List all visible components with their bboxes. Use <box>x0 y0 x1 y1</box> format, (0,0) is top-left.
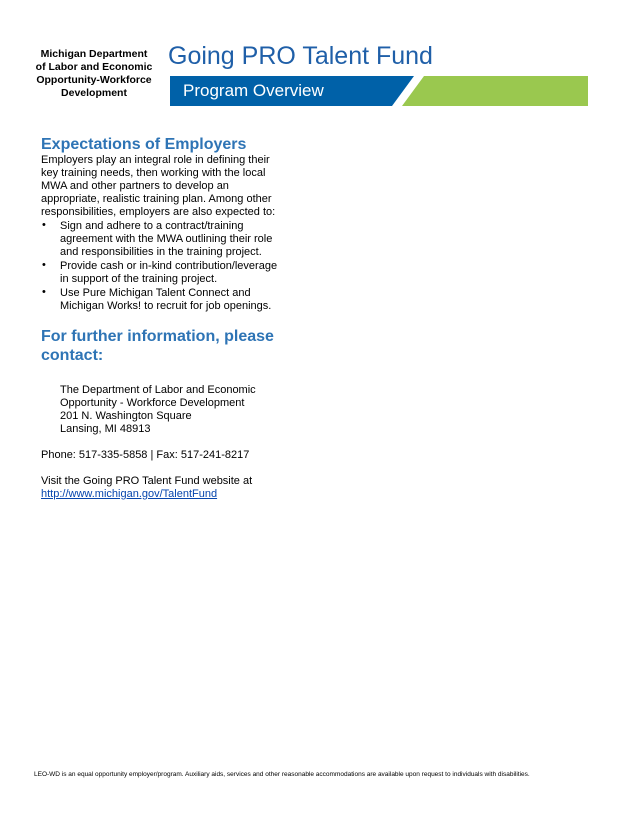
text-line: appropriate, realistic training plan. Among other <box>41 193 272 205</box>
section-heading: Expectations of Employers <box>41 136 247 153</box>
phone-fax: Phone: 517-335-5858 | Fax: 517-241-8217 <box>41 449 250 461</box>
bullet-icon: • <box>42 219 46 231</box>
bullet-icon: • <box>42 259 46 271</box>
org-line: Opportunity-Workforce <box>36 74 152 86</box>
address-line: The Department of Labor and Economic <box>60 384 256 396</box>
org-line: of Labor and Economic <box>35 61 153 73</box>
bullet-line: Sign and adhere to a contract/training <box>60 220 244 232</box>
page-title: Going PRO Talent Fund <box>168 42 433 70</box>
text-line: responsibilities, employers are also expected to: <box>41 206 276 218</box>
address-line: Opportunity - Workforce Development <box>60 397 245 409</box>
contact-heading: For further information, please <box>41 328 274 345</box>
contact-heading: contact: <box>41 347 104 364</box>
text-line: Employers play an integral role in defining their <box>41 154 270 166</box>
visit-text: Visit the Going PRO Talent Fund website at <box>41 475 253 487</box>
banner-label: Program Overview <box>183 81 324 100</box>
organization-name <box>28 48 160 100</box>
banner-green <box>402 76 588 106</box>
bullet-line: Provide cash or in-kind contribution/leverage <box>60 260 278 272</box>
website-link[interactable]: http://www.michigan.gov/TalentFund <box>41 488 218 500</box>
footer-disclaimer: LEO-WD is an equal opportunity employer/program. Auxiliary aids, services and other reasonable accommodations are available upon request to individuals with disabilities. <box>34 771 530 778</box>
bullet-line: Michigan Works! to recruit for job openings. <box>60 300 272 312</box>
text-line: key training needs, then working with the local <box>41 167 266 179</box>
text-line: MWA and other partners to develop an <box>41 180 229 192</box>
bullet-icon: • <box>42 286 46 298</box>
org-line: Michigan Department <box>40 48 148 60</box>
address-line: Lansing, MI 48913 <box>60 423 151 435</box>
bullet-line: in support of the training project. <box>60 273 218 285</box>
bullet-line: Use Pure Michigan Talent Connect and <box>60 287 251 299</box>
address-line: 201 N. Washington Square <box>60 410 192 422</box>
bullet-line: and responsibilities in the training project. <box>60 246 262 258</box>
org-line: Development <box>61 87 127 99</box>
bullet-line: agreement with the MWA outlining their role <box>60 233 273 245</box>
